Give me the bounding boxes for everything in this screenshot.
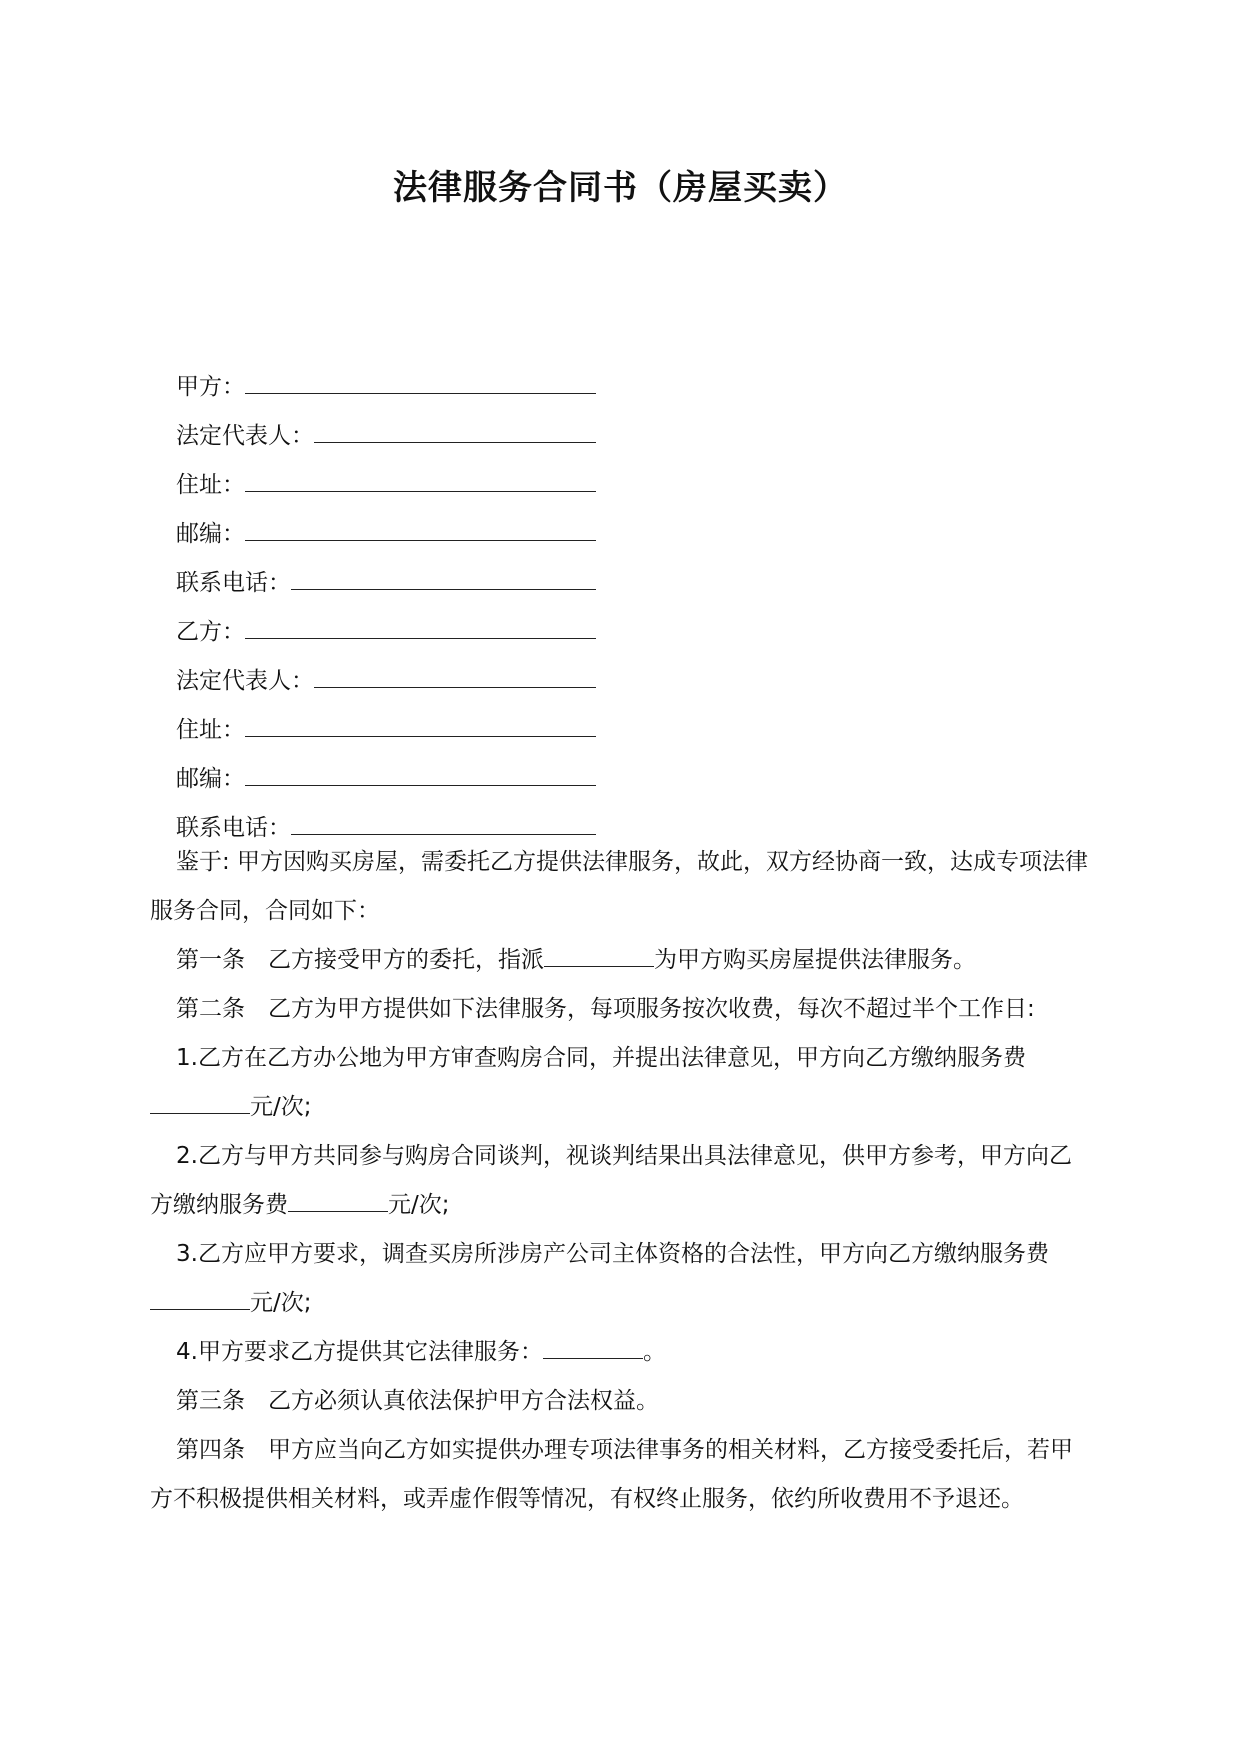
article-1-text: 第一条 乙方接受甲方的委托，指派 xyxy=(176,947,544,973)
party-info-fields xyxy=(176,352,596,842)
item-1-paragraph xyxy=(150,1034,1092,1132)
party-b-postcode-blank[interactable] xyxy=(245,765,596,786)
party-b-blank[interactable] xyxy=(245,618,596,639)
party-b-postcode-label: 邮编： xyxy=(176,766,245,792)
party-b-address-field xyxy=(176,695,596,744)
party-a-phone-label: 联系电话： xyxy=(176,570,291,596)
party-b-representative-blank[interactable] xyxy=(314,667,596,688)
document-title: 法律服务合同书（房屋买卖） xyxy=(393,168,848,208)
article-1-text-end: 为甲方购买房屋提供法律服务。 xyxy=(654,947,976,973)
article-4-paragraph: 第四条 甲方应当向乙方如实提供办理专项法律事务的相关材料，乙方接受委托后，若甲方不积极提供相关材料，或弄虚作假等情况，有权终止服务，依约所收费用不予退还。 xyxy=(150,1437,1073,1512)
party-a-address-field xyxy=(176,450,596,499)
party-a-address-blank[interactable] xyxy=(245,471,596,492)
party-a-postcode-field xyxy=(176,499,596,548)
party-b-phone-blank[interactable] xyxy=(291,814,596,835)
party-b-phone-field xyxy=(176,793,596,842)
item-1-fee-blank[interactable] xyxy=(150,1093,250,1114)
contract-body xyxy=(150,838,1092,1524)
item-3-unit: 元/次; xyxy=(250,1290,312,1316)
party-b-representative-field xyxy=(176,646,596,695)
item-1-unit: 元/次; xyxy=(250,1094,312,1120)
party-b-address-blank[interactable] xyxy=(245,716,596,737)
party-b-field xyxy=(176,597,596,646)
item-4-service-blank[interactable] xyxy=(543,1338,643,1359)
party-b-phone-label: 联系电话： xyxy=(176,815,291,841)
preamble-paragraph: 鉴于: 甲方因购买房屋，需委托乙方提供法律服务，故此，双方经协商一致，达成专项法律服务合同，合同如下： xyxy=(150,849,1089,924)
item-4-text: 4.甲方要求乙方提供其它法律服务： xyxy=(176,1339,543,1365)
item-2-unit: 元/次; xyxy=(388,1192,450,1218)
article-2-paragraph: 第二条 乙方为甲方提供如下法律服务，每项服务按次收费，每次不超过半个工作日: xyxy=(176,996,1035,1022)
item-2-text: 2.乙方与甲方共同参与购房合同谈判，视谈判结果出具法律意见，供甲方参考，甲方向乙方缴纳服务费 xyxy=(150,1143,1072,1218)
party-a-representative-field xyxy=(176,401,596,450)
lawyer-name-blank[interactable] xyxy=(544,946,654,967)
article-3-paragraph: 第三条 乙方必须认真依法保护甲方合法权益。 xyxy=(176,1388,659,1414)
party-b-postcode-field xyxy=(176,744,596,793)
party-b-label: 乙方： xyxy=(176,619,245,645)
party-a-blank[interactable] xyxy=(245,373,596,394)
party-a-address-label: 住址： xyxy=(176,472,245,498)
item-4-end: 。 xyxy=(642,1339,666,1365)
party-a-label: 甲方： xyxy=(176,374,245,400)
party-b-representative-label: 法定代表人： xyxy=(176,668,314,694)
party-a-representative-label: 法定代表人： xyxy=(176,423,314,449)
item-4-paragraph xyxy=(150,1328,1092,1377)
item-3-text: 3.乙方应甲方要求，调查买房所涉房产公司主体资格的合法性，甲方向乙方缴纳服务费 xyxy=(176,1241,1049,1267)
party-a-postcode-label: 邮编： xyxy=(176,521,245,547)
party-b-address-label: 住址： xyxy=(176,717,245,743)
item-3-fee-blank[interactable] xyxy=(150,1289,250,1310)
party-a-phone-field xyxy=(176,548,596,597)
party-a-postcode-blank[interactable] xyxy=(245,520,596,541)
item-2-fee-blank[interactable] xyxy=(288,1191,388,1212)
article-1-paragraph xyxy=(150,936,1092,985)
item-1-text: 1.乙方在乙方办公地为甲方审查购房合同，并提出法律意见，甲方向乙方缴纳服务费 xyxy=(176,1045,1026,1071)
item-2-paragraph xyxy=(150,1132,1092,1230)
party-a-phone-blank[interactable] xyxy=(291,569,596,590)
item-3-paragraph xyxy=(150,1230,1092,1328)
party-a-representative-blank[interactable] xyxy=(314,422,596,443)
party-a-field xyxy=(176,352,596,401)
